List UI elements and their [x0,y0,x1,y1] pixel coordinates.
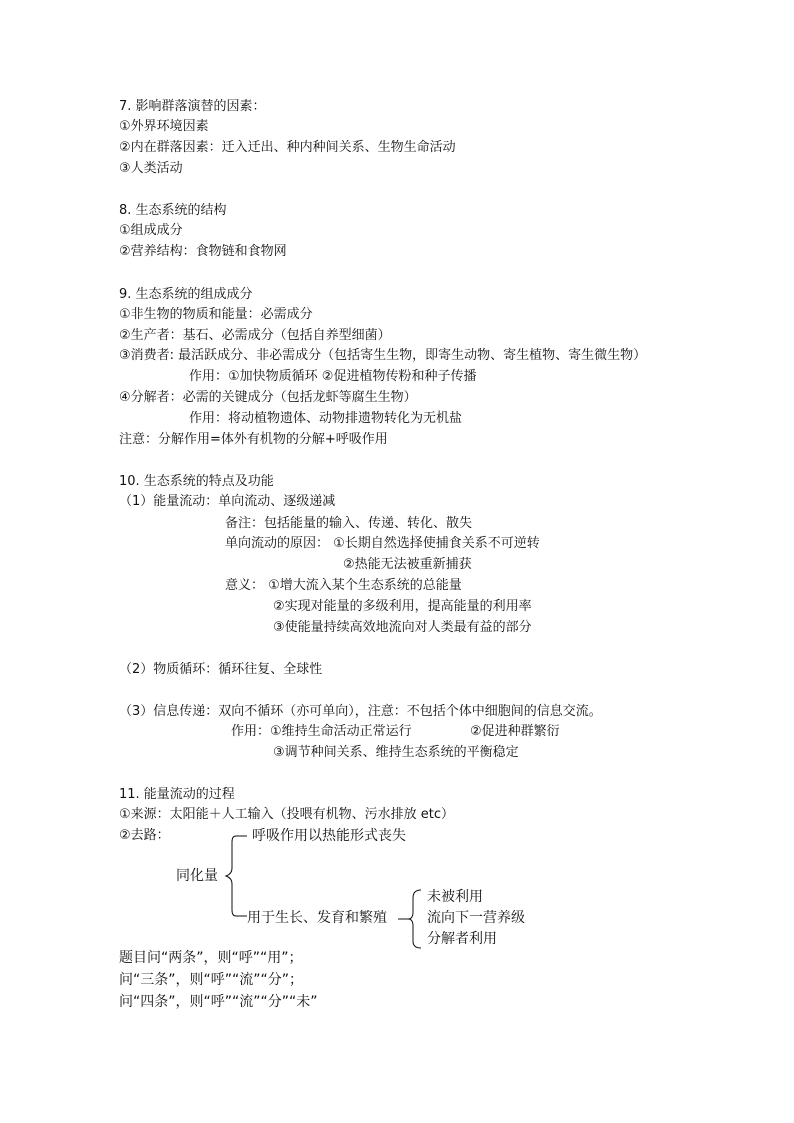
section-7-item: ②内在群落因素：迁入迁出、种内种间关系、生物生命活动 [119,140,456,155]
tree-root: 同化量 [176,868,218,884]
section-10-line: （3）信息传递：双向不循环（亦可单向），注意：不包括个体中细胞间的信息交流。 [119,704,602,719]
section-9-line: ③消费者: 最活跃成分、非必需成分（包括寄生生物，即寄生动物、寄生植物、寄生微生物） [119,348,647,363]
section-9-line: 作用：将动植物遗体、动物排遗物转化为无机盐 [189,411,463,426]
brace-level-1 [226,836,247,916]
tree-leaf: 分解者利用 [427,931,497,947]
section-10-line: ③使能量持续高效地流向对人类最有益的部分 [273,620,532,635]
tree-branch: 用于生长、发育和繁殖 [247,910,387,926]
section-11-title: 11. 能量流动的过程 [119,787,235,802]
section-7-item: ③人类活动 [119,161,183,176]
section-8-item: ①组成成分 [119,223,183,238]
tree-leaf: 未被利用 [427,889,483,905]
section-10-line: （1）能量流动：单向流动、逐级递减 [119,494,336,509]
section-9-line: 作用：①加快物质循环 ②促进植物传粉和种子传播 [189,369,477,384]
section-11-tip: 问“四条”，则“呼”“流”“分”“未” [119,994,318,1010]
section-8-item: ②营养结构：食物链和食物网 [119,244,287,259]
section-7-item: ①外界环境因素 [119,119,209,134]
brace-level-2 [408,890,421,948]
section-10-line: ②热能无法被重新捕获 [343,557,472,572]
tree-branch: 呼吸作用以热能形式丧失 [252,828,406,844]
section-9-note: 注意：分解作用=体外有机物的分解+呼吸作用 [119,432,388,447]
section-9-line: ②生产者：基石、必需成分（包括自养型细菌） [119,328,391,343]
section-10-line: ②实现对能量的多级利用，提高能量的利用率 [273,599,532,614]
tree-leaf: 流向下一营养级 [427,910,525,926]
section-9-title: 9. 生态系统的组成成分 [119,287,253,302]
section-11-tip: 问“三条”，则“呼”“流”“分”； [119,972,304,988]
section-10-line: 意义： ①增大流入某个生态系统的总能量 [225,578,462,593]
section-9-line: ①非生物的物质和能量：必需成分 [119,307,313,322]
section-9-line: ④分解者：必需的关键成分（包括龙虾等腐生生物） [119,390,417,405]
section-10-title: 10. 生态系统的特点及功能 [119,474,274,489]
section-10-line: （2）物质循环：循环往复、全球性 [119,662,323,677]
section-10-line: ②促进种群繁衍 [470,724,560,739]
section-10-line: 单向流动的原因： ①长期自然选择使捕食关系不可逆转 [225,536,540,551]
section-8-title: 8. 生态系统的结构 [119,203,227,218]
section-10-line: 作用：①维持生命活动正常运行 [231,724,412,739]
section-7-title: 7. 影响群落演替的因素： [119,99,266,114]
section-10-line: 备注：包括能量的输入、传递、转化、散失 [225,516,473,531]
section-11-line: ②去路： [119,828,170,843]
section-10-line: ③调节种间关系、维持生态系统的平衡稳定 [273,745,519,760]
section-11-tip: 题目问“两条”，则“呼”“用”； [119,950,303,966]
section-11-line: ①来源：太阳能＋人工输入（投喂有机物、污水排放 etc） [119,807,455,822]
